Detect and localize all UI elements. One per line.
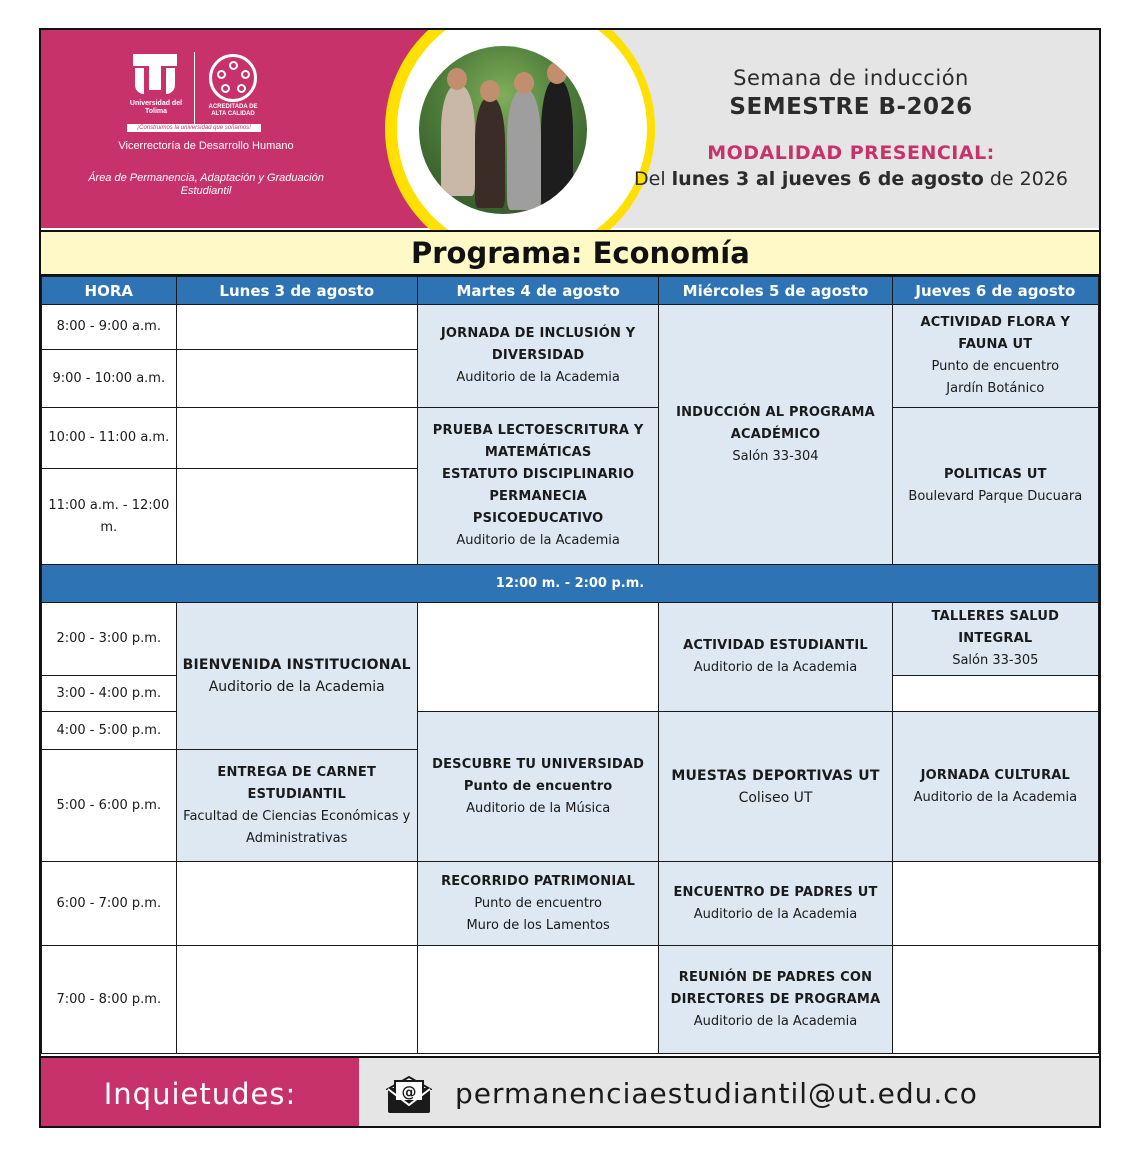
event-subtitle: Punto de encuentro xyxy=(463,778,613,794)
logo-divider xyxy=(194,52,195,130)
empty-cell xyxy=(892,676,1098,712)
empty-cell xyxy=(892,862,1098,946)
event-place: Auditorio de la Academia xyxy=(693,660,858,675)
table-row xyxy=(42,603,1099,676)
dates-prefix: Del xyxy=(634,168,666,190)
empty-cell xyxy=(176,350,417,408)
event-bienvenida xyxy=(176,603,417,750)
event-inclusion xyxy=(417,305,658,408)
event-actividad-estudiantil xyxy=(659,603,892,712)
event-entrega-carnet xyxy=(176,750,417,862)
event-title: PRUEBA LECTOESCRITURA Y MATEMÁTICAS xyxy=(432,423,644,460)
event-place: Auditorio de la Academia xyxy=(693,1013,858,1029)
event-title: INDUCCIÓN AL PROGRAMA ACADÉMICO xyxy=(676,404,875,442)
accreditation-seal-icon xyxy=(209,54,257,102)
hour-cell: 7:00 - 8:00 p.m. xyxy=(42,946,177,1054)
event-place: Salón 33-304 xyxy=(732,448,819,464)
hour-cell: 10:00 - 11:00 a.m. xyxy=(42,408,177,469)
column-header-wednesday: Miércoles 5 de agosto xyxy=(659,277,892,305)
hour-cell: 9:00 - 10:00 a.m. xyxy=(42,350,177,408)
event-title: RECORRIDO PATRIMONIAL xyxy=(441,873,636,889)
event-politicas-ut xyxy=(892,408,1098,565)
header-pink-panel xyxy=(41,30,441,228)
column-header-monday: Lunes 3 de agosto xyxy=(176,277,417,305)
event-place-detail: Muro de los Lamentos xyxy=(466,917,610,933)
event-place: Punto de encuentro xyxy=(931,359,1060,374)
event-title: ACTIVIDAD FLORA Y FAUNA UT xyxy=(920,315,1071,352)
event-prueba-lectoescritura xyxy=(417,408,658,565)
accreditation-text: ACREDITADA DE ALTA CALIDAD xyxy=(208,104,258,117)
event-title: POLITICAS UT xyxy=(943,467,1047,482)
semester-title: SEMESTRE B-2026 xyxy=(729,94,973,120)
event-reunion-padres xyxy=(659,946,892,1054)
event-title-2: ESTATUTO DISCIPLINARIO xyxy=(441,467,635,482)
event-title: ENCUENTRO DE PADRES UT xyxy=(673,884,878,900)
event-place: Punto de encuentro xyxy=(474,895,602,911)
empty-cell xyxy=(176,305,417,350)
event-talleres-salud xyxy=(892,603,1098,676)
event-flora-fauna xyxy=(892,305,1098,408)
event-place: Auditorio de la Academia xyxy=(913,789,1078,805)
email-envelope-icon xyxy=(386,1075,432,1115)
empty-cell xyxy=(176,469,417,565)
event-place: Auditorio de la Academia xyxy=(456,370,620,385)
empty-cell xyxy=(417,603,658,712)
empty-cell xyxy=(176,946,417,1054)
table-row xyxy=(42,862,1099,946)
table-header-row xyxy=(42,277,1099,305)
event-title: MUESTAS DEPORTIVAS UT xyxy=(671,767,880,784)
table-row xyxy=(42,408,1099,469)
column-header-thursday: Jueves 6 de agosto xyxy=(892,277,1098,305)
inquiries-label: Inquietudes: xyxy=(41,1058,359,1128)
university-slogan: ¡Construimos la universidad que soñamos! xyxy=(127,124,261,132)
event-place: Auditorio de la Academia xyxy=(456,533,620,548)
table-row xyxy=(42,946,1099,1054)
event-title: TALLERES SALUD INTEGRAL xyxy=(931,609,1060,646)
empty-cell xyxy=(417,946,658,1054)
hour-cell: 3:00 - 4:00 p.m. xyxy=(42,676,177,712)
event-place-detail: Jardín Botánico xyxy=(946,381,1045,396)
event-induccion-programa xyxy=(659,305,892,565)
dates-range: lunes 3 al jueves 6 de agosto xyxy=(671,168,984,190)
hour-cell: 5:00 - 6:00 p.m. xyxy=(42,750,177,862)
svg-text:@: @ xyxy=(401,1083,417,1101)
event-title: JORNADA CULTURAL xyxy=(920,767,1071,783)
table-row xyxy=(42,305,1099,350)
event-place: Facultad de Ciencias Económicas y Administrativas xyxy=(183,808,411,846)
hour-cell: 4:00 - 5:00 p.m. xyxy=(42,712,177,750)
event-title: BIENVENIDA INSTITUCIONAL xyxy=(182,657,411,673)
event-title: ACTIVIDAD ESTUDIANTIL xyxy=(683,638,868,653)
hour-cell: 6:00 - 7:00 p.m. xyxy=(42,862,177,946)
event-place: Salón 33-305 xyxy=(952,653,1039,668)
event-descubre-universidad xyxy=(417,712,658,862)
footer-contact-bar xyxy=(41,1056,1101,1128)
header-banner xyxy=(41,30,1101,228)
area-name: Área de Permanencia, Adaptación y Graduación Estudiantil xyxy=(88,172,324,197)
vicerrectoria-name: Vicerrectoría de Desarrollo Humano xyxy=(118,140,294,152)
lunch-break-label: 12:00 m. - 2:00 p.m. xyxy=(42,565,1099,603)
event-title: JORNADA DE INCLUSIÓN Y DIVERSIDAD xyxy=(440,326,636,363)
event-muestras-deportivas xyxy=(659,712,892,862)
column-header-tuesday: Martes 4 de agosto xyxy=(417,277,658,305)
empty-cell xyxy=(176,408,417,469)
empty-cell xyxy=(176,862,417,946)
university-name: Universidad del Tolima xyxy=(129,100,183,115)
event-place: Coliseo UT xyxy=(738,789,813,806)
induction-schedule-document xyxy=(39,28,1101,1128)
week-title: Semana de inducción xyxy=(733,66,969,90)
event-place: Auditorio de la Música xyxy=(466,800,611,816)
hour-cell: 11:00 a.m. - 12:00 m. xyxy=(42,469,177,565)
contact-email: permanenciaestudiantil@ut.edu.co xyxy=(455,1077,978,1110)
column-header-hora: HORA xyxy=(42,277,177,305)
dates-suffix: de 2026 xyxy=(989,168,1068,190)
event-recorrido-patrimonial xyxy=(417,862,658,946)
students-photo xyxy=(419,46,587,214)
dates-line xyxy=(601,168,1101,190)
schedule-table xyxy=(41,276,1099,1054)
event-title: DESCUBRE TU UNIVERSIDAD xyxy=(432,756,645,772)
event-encuentro-padres xyxy=(659,862,892,946)
event-place: Auditorio de la Academia xyxy=(693,906,858,922)
hour-cell: 2:00 - 3:00 p.m. xyxy=(42,603,177,676)
event-place: Auditorio de la Academia xyxy=(208,679,385,695)
modality-label: MODALIDAD PRESENCIAL: xyxy=(707,142,995,164)
break-row xyxy=(42,565,1099,603)
event-title: REUNIÓN DE PADRES CON DIRECTORES DE PROGRAMA xyxy=(670,969,881,1007)
program-title: Programa: Economía xyxy=(41,230,1101,276)
event-place: Boulevard Parque Ducuara xyxy=(908,489,1083,504)
hour-cell: 8:00 - 9:00 a.m. xyxy=(42,305,177,350)
event-jornada-cultural xyxy=(892,712,1098,862)
empty-cell xyxy=(892,946,1098,1054)
event-title-3: PERMANECIA PSICOEDUCATIVO xyxy=(472,489,604,526)
event-title: ENTREGA DE CARNET ESTUDIANTIL xyxy=(217,764,377,802)
